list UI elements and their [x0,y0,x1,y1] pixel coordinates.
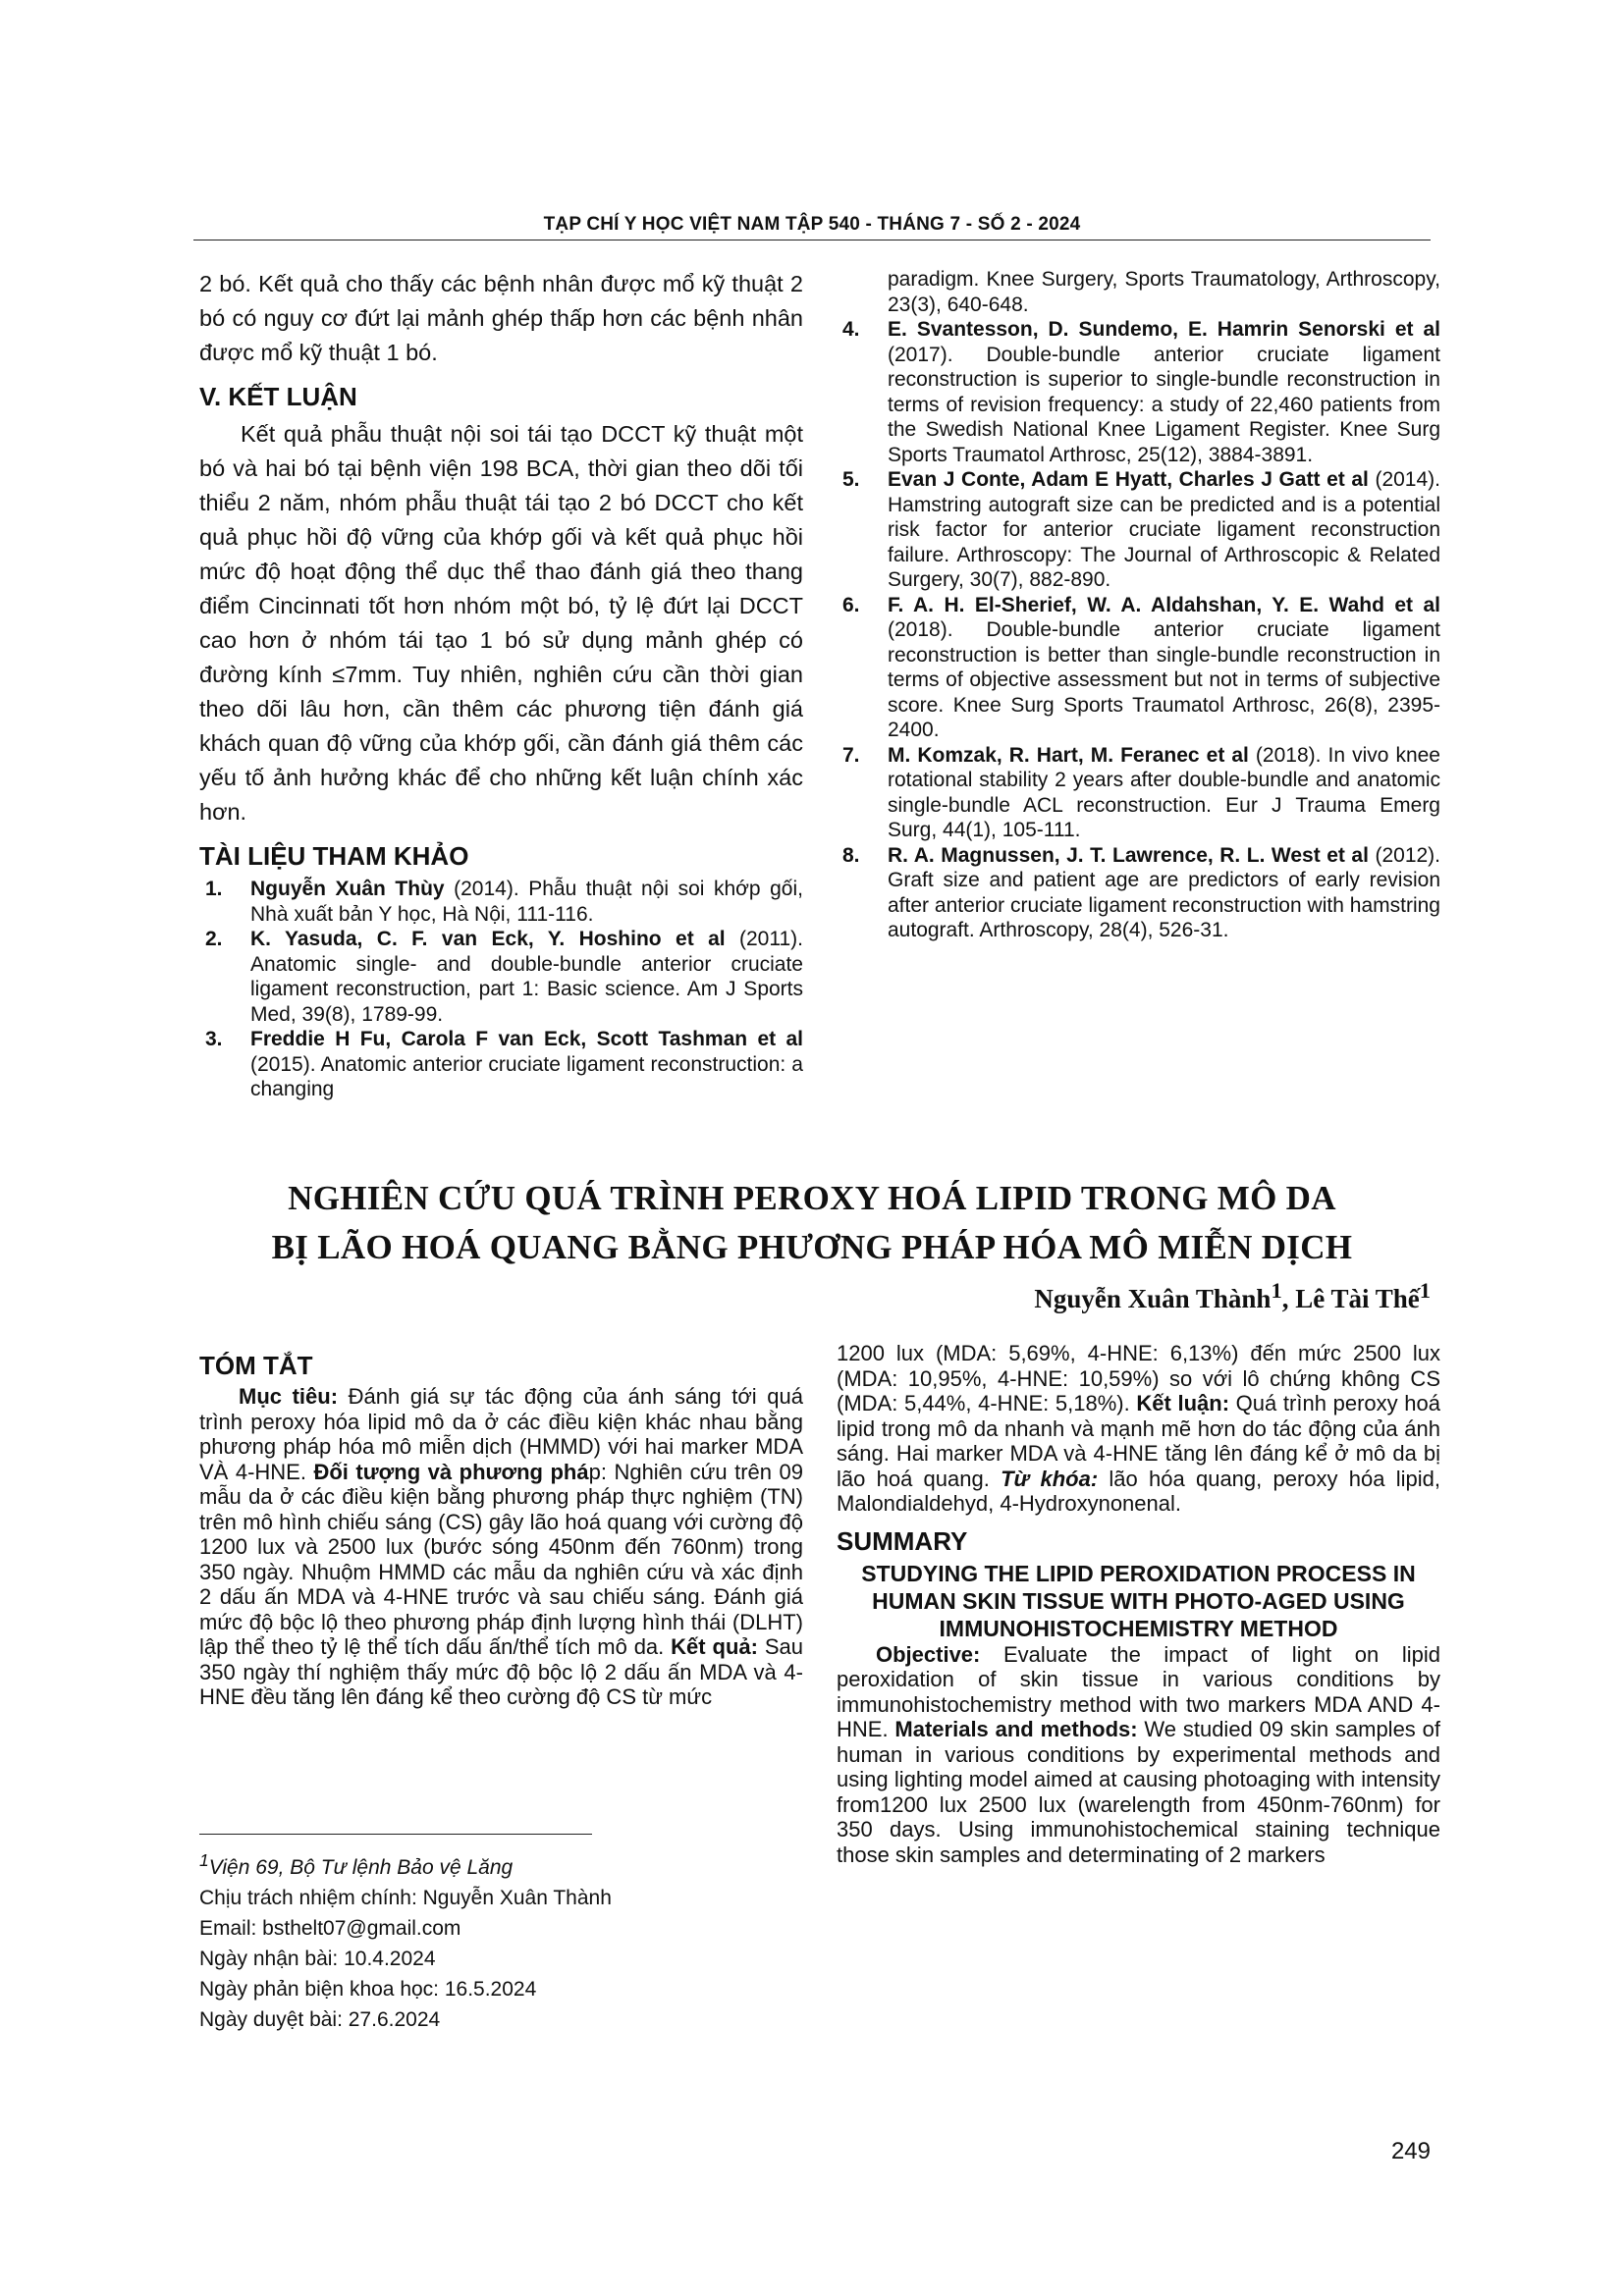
footnote-corresponding: Chịu trách nhiệm chính: Nguyễn Xuân Thành [199,1887,612,1909]
footnote-affiliation [199,1845,803,1883]
affiliation-sup: 1 [199,1850,209,1870]
reference-item [199,1027,803,1102]
reference-authors: F. A. H. El-Sherief, W. A. Aldahshan, Y. E. Wahd et al [888,593,1440,616]
conclusion-label: Kết luận: [1136,1391,1230,1415]
page-number: 249 [1390,2138,1431,2164]
abstract-vi-continued [837,1341,1440,1517]
abstract-left-column [199,1341,803,1710]
footnote-accepted: Ngày duyệt bài: 27.6.2024 [199,2008,441,2031]
keywords-text: lão hóa quang, peroxy hóa lipid, Malondialdehyd, 4-Hydroxynonenal. [837,1466,1440,1516]
reference-number: 1. [205,878,223,900]
prev-article-left-column [199,267,803,1102]
reference-item [837,317,1440,467]
reference-details: (2011). Anatomic single- and double-bundle anterior cruciate ligament reconstruction, part 1: Basic science. Am J Sports Med, 39(8), 1789-99. [250,928,803,1026]
reference-number: 8. [842,843,860,867]
abstract-en-paragraph [837,1642,1440,1868]
keywords-label: Từ khóa: [1001,1466,1099,1491]
references-list-left [199,877,803,1102]
reference-item [837,743,1440,843]
reference-details: (2014). Phẫu thuật nội soi khớp gối, Nhà xuất bản Y học, Hà Nội, 111-116. [250,878,803,926]
conclusion-heading: V. KẾT LUẬN [199,382,357,411]
reference-number: 4. [842,318,860,341]
article-authors [1034,1278,1431,1314]
reference-number: 2. [205,928,223,950]
reference-authors: Evan J Conte, Adam E Hyatt, Charles J Gatt et al [888,468,1369,491]
reference-details: (2018). Double-bundle anterior cruciate ligament reconstruction is better than single-bundle reconstruction in terms of objective assessment but not in terms of subjective score. Knee Surg Sports Traumatol Arthrosc, 26(8), 2395-2400. [888,618,1440,741]
abstract-vi-paragraph [199,1384,803,1710]
reference-item [837,593,1440,743]
reference-number: 3. [205,1028,223,1050]
author-1-affiliation: 1 [1271,1278,1282,1303]
footnote-email: Email: bsthelt07@gmail.com [199,1917,461,1940]
references-list-right [837,317,1440,943]
author-2-affiliation: 1 [1419,1278,1431,1303]
reference-authors: E. Svantesson, D. Sundemo, E. Hamrin Senorski et al [888,318,1440,341]
methods-text: p: Nghiên cứu trên 09 mẫu da ở các điều kiện bằng phương pháp thực nghiệm (TN) trên mô hình chiếu sáng (CS) gây lão hoá quang với cường độ 1200 lux và 2500 lux (bước sóng 450nm đến 760nm) trong 350 ngày. Nhuộm HMMD các mẫu da nghiên cứu và xác định 2 dấu ấn MDA và 4-HNE trước và sau chiếu sáng. Đánh giá mức độ bộc lộ theo phương pháp định lượng hình thái (DLHT) lập thể theo tỷ lệ thể tích dấu ấn/thể tích mô da. [199,1459,803,1659]
continued-paragraph: 2 bó. Kết quả cho thấy các bệnh nhân được mổ kỹ thuật 2 bó có nguy cơ đứt lại mảnh ghép thấp hơn các bệnh nhân được mổ kỹ thuật 1 bó. [199,271,803,365]
footnote-rule [199,1834,592,1835]
author-1: Nguyễn Xuân Thành [1034,1284,1272,1313]
prev-article-right-column [837,267,1440,943]
methods-label: Đối tượng và phương phá [313,1459,589,1484]
footnote-reviewed: Ngày phản biện khoa học: 16.5.2024 [199,1978,537,2001]
conclusion-text: Quá trình peroxy hoá lipid trong mô da nhanh và mạnh mẽ hơn do tác động của ánh sáng. Hai marker MDA và 4-HNE tăng lên đáng kể ở mô da bị lão hoá quang. [837,1391,1440,1491]
affiliation-text: Viện 69, Bộ Tư lệnh Bảo vệ Lăng [208,1856,514,1879]
results-label: Kết quả: [671,1634,758,1659]
reference-number: 6. [842,593,860,616]
reference-details: (2014). Hamstring autograft size can be predicted and is a potential risk factor for anterior cruciate ligament reconstruction failure. Arthroscopy: The Journal of Arthroscopic & Related Surgery, 30(7), 882-890. [888,468,1440,591]
objective-label: Mục tiêu: [239,1384,339,1409]
results-continued: 1200 lux (MDA: 5,69%, 4-HNE: 6,13%) đến mức 2500 lux (MDA: 10,95%, 4-HNE: 10,59%) so với lô chứng không CS (MDA: 5,44%, 4-HNE: 5,18%). [837,1341,1440,1415]
reference-item [199,927,803,1027]
reference-details: (2012). Graft size and patient age are predictors of early revision after anterior cruciate ligament reconstruction with hamstring autograft. Arthroscopy, 28(4), 526-31. [888,843,1441,941]
reference-item [837,843,1440,943]
author-separator: , [1281,1284,1296,1313]
reference-details: (2018). In vivo knee rotational stability 2 years after double-bundle and anatomic single-bundle ACL reconstruction. Eur J Trauma Emerg Surg, 44(1), 105-111. [888,743,1440,841]
conclusion-paragraph: Kết quả phẫu thuật nội soi tái tạo DCCT kỹ thuật một bó và hai bó tại bệnh viện 198 BCA, thời gian theo dõi tối thiểu 2 năm, nhóm phẫu thuật tái tạo 2 bó DCCT cho kết quả phục hồi độ vững của khớp gối và kết quả phục hồi mức độ hoạt động thể dục thể thao đánh giá theo thang điểm Cincinnati tốt hơn nhóm một bó, tỷ lệ đứt lại DCCT cao hơn ở nhóm tái tạo 1 bó sử dụng mảnh ghép có đường kính ≤7mm. Tuy nhiên, nghiên cứu cần thời gian theo dõi lâu hơn, cần thêm các phương tiện đánh giá khách quan độ vững của khớp gối, cần đánh giá thêm các yếu tố ảnh hưởng khác để cho những kết luận chính xác hơn. [199,421,803,825]
article-title-line-1: NGHIÊN CỨU QUÁ TRÌNH PEROXY HOÁ LIPID TRONG MÔ DA [288,1179,1336,1217]
results-text: Sau 350 ngày thí nghiệm thấy mức độ bộc lộ 2 dấu ấn MDA và 4-HNE đều tăng lên đáng kể theo cường độ CS từ mức [199,1634,803,1709]
references-heading: TÀI LIỆU THAM KHẢO [199,841,469,871]
reference-number: 5. [842,468,860,491]
article-title-line-2: BỊ LÃO HOÁ QUANG BẰNG PHƯƠNG PHÁP HÓA MÔ MIỄN DỊCH [271,1228,1353,1266]
summary-en-heading: SUMMARY [837,1525,968,1556]
author-2: Lê Tài Thế [1295,1284,1420,1313]
objective-text: Đánh giá sự tác động của ánh sáng tới quá trình peroxy hóa lipid mô da ở các điều kiện khác nhau bằng phương pháp hóa mô miễn dịch (HMMD) với hai marker MDA VÀ 4-HNE. [199,1384,803,1484]
reference-number: 7. [842,743,860,767]
reference-item [837,467,1440,593]
en-objective-label: Objective: [876,1641,981,1667]
reference-continued: paradigm. Knee Surgery, Sports Traumatology, Arthroscopy, 23(3), 640-648. [888,268,1440,316]
abstract-right-column [837,1341,1440,1867]
reference-item [199,877,803,927]
article-title [193,1174,1431,1272]
reference-authors: Freddie H Fu, Carola F van Eck, Scott Tashman et al [250,1028,803,1050]
en-objective-text: Evaluate the impact of light on lipid peroxidation of skin tissue in various conditions by immunohistochemistry method with two markers MDA AND 4-HNE. [837,1641,1440,1741]
en-methods-text: We studied 09 skin samples of human in various conditions by experimental methods and using lighting model aimed at causing photoaging with intensity from1200 lux 2500 lux (warelength from 450nm-760nm) for 350 days. Using immunohistochemical staining technique those skin samples and determinating of 2 markers [837,1717,1440,1867]
footnote [199,1845,803,2035]
summary-vi-heading: TÓM TẮT [199,1351,313,1380]
reference-authors: K. Yasuda, C. F. van Eck, Y. Hoshino et al [250,928,726,950]
reference-authors: Nguyễn Xuân Thùy [250,878,445,900]
running-header: TẠP CHÍ Y HỌC VIỆT NAM TẬP 540 - THÁNG 7 - SỐ 2 - 2024 [543,214,1081,235]
en-methods-label: Materials and methods: [894,1717,1138,1741]
reference-authors: M. Komzak, R. Hart, M. Feranec et al [888,743,1249,767]
reference-details: (2015). Anatomic anterior cruciate ligament reconstruction: a changing [250,1052,803,1100]
reference-authors: R. A. Magnussen, J. T. Lawrence, R. L. West et al [888,843,1369,867]
summary-en-title: STUDYING THE LIPID PEROXIDATION PROCESS IN HUMAN SKIN TISSUE WITH PHOTO-AGED USING IMMUNOHISTOCHEMISTRY METHOD [861,1560,1416,1641]
reference-details: (2017). Double-bundle anterior cruciate ligament reconstruction is superior to single-bundle reconstruction in terms of revision frequency: a study of 22,460 patients from the Swedish National Knee Ligament Register. Knee Surg Sports Traumatol Arthrosc, 25(12), 3884-3891. [888,343,1440,466]
footnote-received: Ngày nhận bài: 10.4.2024 [199,1948,436,1970]
